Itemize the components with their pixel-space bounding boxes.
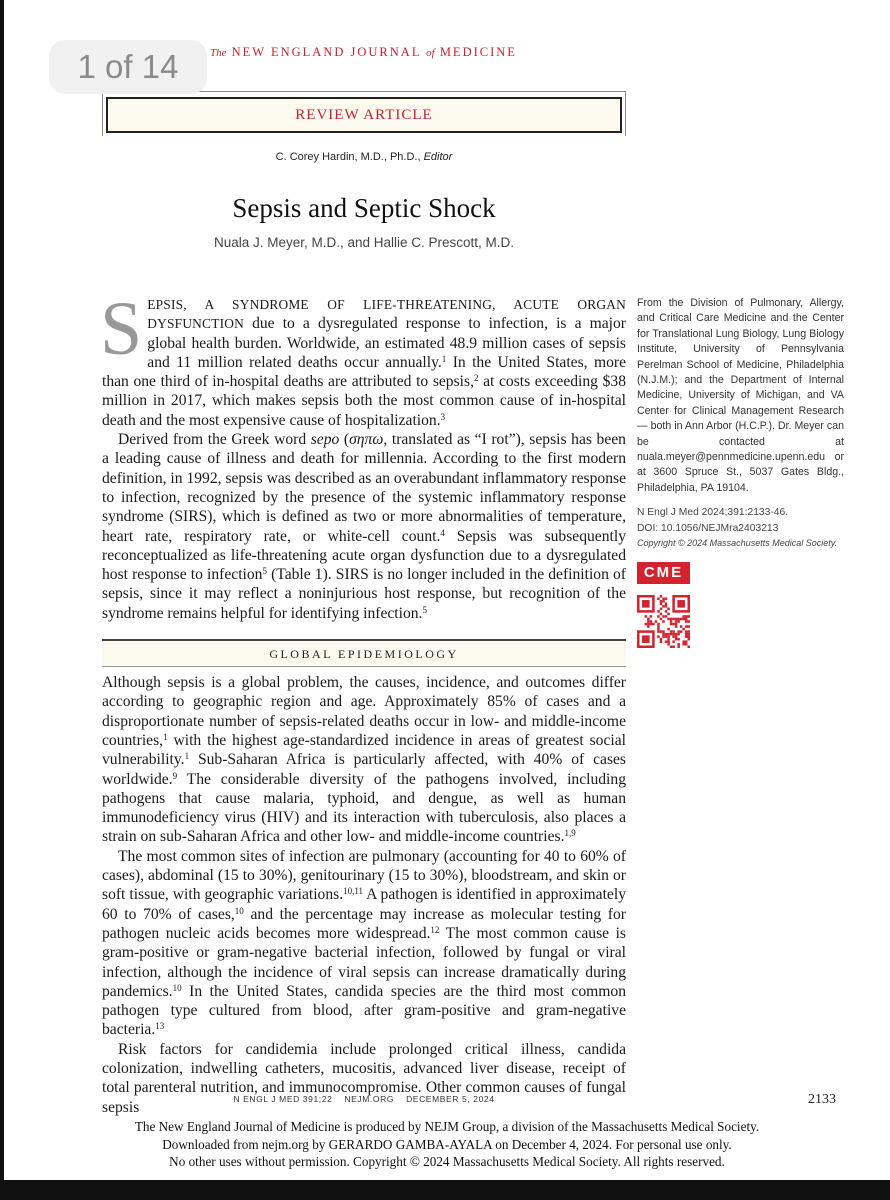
article-type-banner bbox=[106, 97, 622, 133]
article-title: Sepsis and Septic Shock bbox=[232, 193, 496, 223]
article-type-label: REVIEW ARTICLE bbox=[295, 106, 433, 123]
text-run: , translated as “I rot”), sepsis has been a leading cause of illness and death for millennia. According to the first modern definition, in 1992, sepsis was described as an overabundant inflammatory response to infection, recognized by the presence of the systemic inflammatory response syndrome (SIRS), which is defined as two or more abnormalities of temperature, heart rate, respiratory rate, or white-cell count. bbox=[102, 431, 626, 545]
text-run: with the highest age-standardized incidence in areas of greatest social vulnerability. bbox=[102, 731, 626, 769]
reference-superscript[interactable]: 10 bbox=[234, 905, 244, 916]
text-run: Risk factors for candidemia include prolonged critical illness, candida colonization, indwelling catheters, mucositis, advanced liver disease, receipt of total parenteral nutrition, and immunocompromise. Other common causes of fungal sepsis bbox=[102, 1040, 626, 1116]
cme-badge[interactable]: CME bbox=[637, 562, 690, 584]
page-number: 2133 bbox=[808, 1092, 836, 1107]
reference-superscript[interactable]: 1,9 bbox=[564, 828, 576, 839]
text-run: (Table 1). SIRS is no longer included in the definition of sepsis, since it may reflect a noninjurious host response, but recognition of the syndrome remains helpful for identifying infection. bbox=[102, 566, 627, 622]
editor-name: C. Corey Hardin, M.D., Ph.D., bbox=[275, 151, 424, 163]
reference-superscript[interactable]: 5 bbox=[262, 566, 267, 577]
masthead-medicine: MEDICINE bbox=[439, 45, 517, 59]
masthead-the: The bbox=[210, 47, 227, 59]
reference-superscript[interactable]: 10,11 bbox=[343, 886, 364, 897]
reference-superscript[interactable]: 1 bbox=[441, 353, 447, 364]
page-indicator bbox=[49, 40, 207, 94]
section-heading: GLOBAL EPIDEMIOLOGY bbox=[102, 639, 626, 667]
editor-role: Editor bbox=[423, 151, 453, 163]
sidebar-column bbox=[637, 296, 844, 648]
footer-date: DECEMBER 5, 2024 bbox=[406, 1094, 495, 1104]
epidemiology-text bbox=[102, 673, 626, 1117]
reference-superscript[interactable]: 5 bbox=[422, 604, 427, 615]
text-run: σηπω bbox=[349, 431, 384, 449]
document-page bbox=[4, 0, 890, 1180]
reference-superscript[interactable]: 2 bbox=[473, 373, 479, 384]
citation-block bbox=[637, 505, 844, 552]
text-run: Sepsis was subsequently reconceptualized as life-threatening acute organ dysfunction due to a dysregulated host response to infection bbox=[102, 527, 626, 584]
running-footer bbox=[102, 1094, 626, 1104]
reference-superscript[interactable]: 3 bbox=[440, 411, 446, 422]
text-run: A pathogen is identified in approximately 60 to 70% of cases, bbox=[102, 886, 626, 923]
citation: N Engl J Med 2024;391:2133-46. bbox=[637, 507, 789, 519]
text-run: In the United States, candida species are the third most common pathogen type cultured from blood, after gram-positive and gram-negative bacteria. bbox=[102, 982, 626, 1039]
qr-code-icon[interactable] bbox=[637, 595, 690, 648]
footer-journal: N ENGL J MED 391;22 bbox=[233, 1094, 333, 1104]
journal-masthead bbox=[210, 45, 517, 60]
reference-superscript[interactable]: 4 bbox=[440, 527, 445, 538]
copyright: Copyright © 2024 Massachusetts Medical Society. bbox=[637, 538, 838, 549]
reference-superscript[interactable]: 12 bbox=[430, 924, 440, 935]
text-run: The most common cause is gram-positive or gram-negative bacterial infection, followed by fungal or viral infection, although the incidence of viral sepsis can increase dramatically during pandemics. bbox=[102, 924, 626, 1000]
reference-superscript[interactable]: 1 bbox=[184, 751, 190, 762]
paragraph bbox=[102, 430, 626, 623]
notice-line: Downloaded from nejm.org by GERARDO GAMBA-AYALA on December 4, 2024. For personal use only. bbox=[162, 1136, 732, 1152]
text-run: at costs exceeding $38 million in 2017, which makes sepsis both the most common cause of in-hospital death and the most expensive cause of hospitalization. bbox=[102, 373, 626, 429]
text-run: Although sepsis is a global problem, the causes, incidence, and outcomes differ according to geographic region and age. Approximately 85% of cases and a disproportionate number of sepsis-related deaths occur in low- and middle-income countries, bbox=[102, 674, 626, 749]
text-run: The most common sites of infection are pulmonary (accounting for 40 to 60% of cases), abdominal (15 to 30%), genitourinary (15 to 30%), bloodstream, and skin or soft tissue, with geographic variations. bbox=[102, 847, 626, 904]
text-run: Sub-Saharan Africa is particularly affected, with 40% of cases worldwide. bbox=[102, 751, 626, 788]
lead-caps: EPSIS, A SYNDROME OF LIFE-THREATENING, ACUTE ORGAN DYSFUNCTION bbox=[147, 297, 626, 332]
notice-line: No other uses without permission. Copyright © 2024 Massachusetts Medical Society. All rights reserved. bbox=[169, 1154, 725, 1169]
text-run: due to a dysregulated response to infection, is a major global health burden. Worldwide, an estimated 48.9 million cases of sepsis and 11 million related deaths occur annually. bbox=[147, 315, 626, 371]
masthead-main: NEW ENGLAND JOURNAL bbox=[231, 45, 421, 59]
paragraph bbox=[102, 1040, 626, 1117]
article-authors: Nuala J. Meyer, M.D., and Hallie C. Prescott, M.D. bbox=[213, 235, 515, 250]
author-affiliation: From the Division of Pulmonary, Allergy, and Critical Care Medicine and the Center for Translational Lung Biology, Lung Biology Institute, University of Pennsylvania Perelman School of Medicine, Philadelphia (N.J.M.); and the Department of Internal Medicine, University of Michigan, and VA Center for Clinical Management Research — both in Ann Arbor (H.C.P.). Dr. Meyer can be contacted at nuala.meyer@pennmedicine.upenn.edu or at 3600 Spruce St., 5037 Gates Bldg., Philadelphia, PA 19104. bbox=[637, 297, 844, 494]
paragraph bbox=[102, 673, 626, 847]
paragraph bbox=[100, 287, 626, 430]
intro-text bbox=[100, 287, 627, 623]
main-column bbox=[100, 287, 627, 1117]
reference-superscript[interactable]: 9 bbox=[172, 770, 178, 781]
text-run: ( bbox=[339, 431, 350, 449]
page-indicator-text: 1 of 14 bbox=[77, 48, 179, 85]
drop-cap: S bbox=[100, 287, 143, 371]
text-run: Derived from the Greek word bbox=[118, 431, 311, 449]
text-run: In the United States, more than one third of in-hospital deaths are attributed to sepsis, bbox=[102, 353, 626, 391]
download-notice bbox=[4, 1118, 890, 1171]
doi-link[interactable]: DOI: 10.1056/NEJMra2403213 bbox=[637, 522, 779, 534]
reference-superscript[interactable]: 1 bbox=[163, 731, 168, 742]
editor-line bbox=[102, 151, 626, 163]
reference-superscript[interactable]: 13 bbox=[155, 1021, 165, 1032]
text-run: sepo bbox=[310, 431, 340, 449]
text-run: and the percentage may increase as molecular testing for pathogen nucleic acids becomes more widespread. bbox=[102, 905, 626, 942]
masthead-of: of bbox=[426, 47, 435, 59]
notice-line: The New England Journal of Medicine is produced by NEJM Group, a division of the Massachusetts Medical Society. bbox=[134, 1119, 760, 1134]
footer-site: NEJM.ORG bbox=[344, 1094, 395, 1104]
text-run: The considerable diversity of the pathogens involved, including pathogens that cause malaria, typhoid, and dengue, as well as human immunodeficiency virus (HIV) and its interaction with tuberculosis, also places a strain on sub-Saharan Africa and other low- and middle-income countries. bbox=[102, 770, 626, 846]
paragraph bbox=[102, 847, 626, 1040]
reference-superscript[interactable]: 10 bbox=[172, 982, 182, 993]
